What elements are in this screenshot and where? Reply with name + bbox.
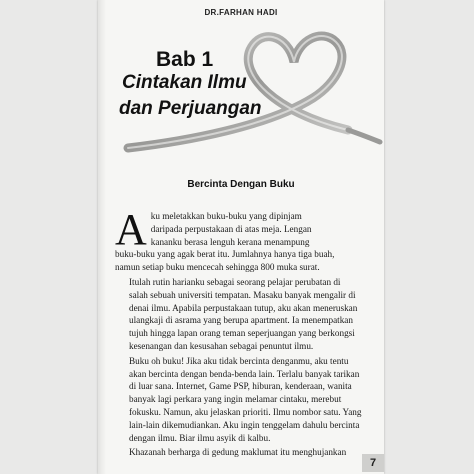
text-line: ku meletakkan buku-buku yang dipinjam (150, 211, 302, 221)
text-line: kananku berasa lenguh kerana menampung (150, 236, 310, 247)
chapter-title-line1: Cintakan Ilmu (122, 72, 247, 93)
text-line: ulangkaji di asrama yang berupa apartment. Ia menempatkan (129, 315, 353, 326)
text-line: salah sebuah universiti tempatan. Masaku banyak mengalir di (129, 289, 356, 300)
text-line: daripada perpustakaan di atas meja. Lengan (150, 223, 312, 234)
section-title: Bercinta Dengan Buku (187, 179, 295, 190)
drop-cap: A (115, 205, 147, 254)
text-line: denai ilmu. Apabila perpustakaan tutup, aku akan meneruskan (129, 302, 358, 313)
text-line: buku-buku yang agak berat itu. Jumlahnya hanya tiga buah, (115, 249, 335, 260)
text-line: tujuh hingga lapan orang teman seperjuangan yang berkongsi (129, 328, 355, 339)
text-line: di luar sana. Internet, Game PSP, hiburan, kenderaan, wanita (129, 381, 352, 392)
paragraph (115, 355, 370, 445)
paragraph (115, 205, 370, 274)
paragraph (115, 446, 370, 459)
chapter-number: Bab 1 (156, 48, 214, 71)
body-text (115, 205, 370, 461)
text-line: dengan ilmu. Biar ilmu asyik di kalbu. (129, 432, 271, 443)
text-line: akan bercinta dengan benda-benda lain. Terlalu banyak tarikan (129, 368, 360, 379)
text-line: namun setiap buku mencecah sehingga 800 muka surat. (115, 262, 320, 273)
text-line: Buku oh buku! Jika aku tidak bercinta denganmu, aku tentu (129, 355, 349, 366)
chapter-title-line2: dan Perjuangan (119, 98, 262, 119)
text-line: lain-lain dikemudiankan. Aku ingin tenggelam dahulu bercinta (129, 419, 360, 430)
text-line: kesenangan dan kesusahan sebagai penuntut ilmu. (129, 340, 314, 351)
text-line: Khazanah berharga di gedung maklumat itu menghujankan (129, 447, 347, 458)
running-header: DR.FARHAN HADI (204, 8, 278, 17)
text-line: fokusku. Namun, aku jelaskan prioriti. Ilmu nombor satu. Yang (129, 406, 362, 417)
text-line: banyak lagi perkara yang ingin melamar cintaku, merebut (129, 394, 342, 405)
page-number: 7 (362, 454, 384, 472)
text-line: Itulah rutin harianku sebagai seorang pelajar perubatan di (129, 276, 341, 287)
paragraph (115, 276, 370, 353)
book-page (98, 0, 384, 474)
binding-shadow (98, 0, 106, 474)
